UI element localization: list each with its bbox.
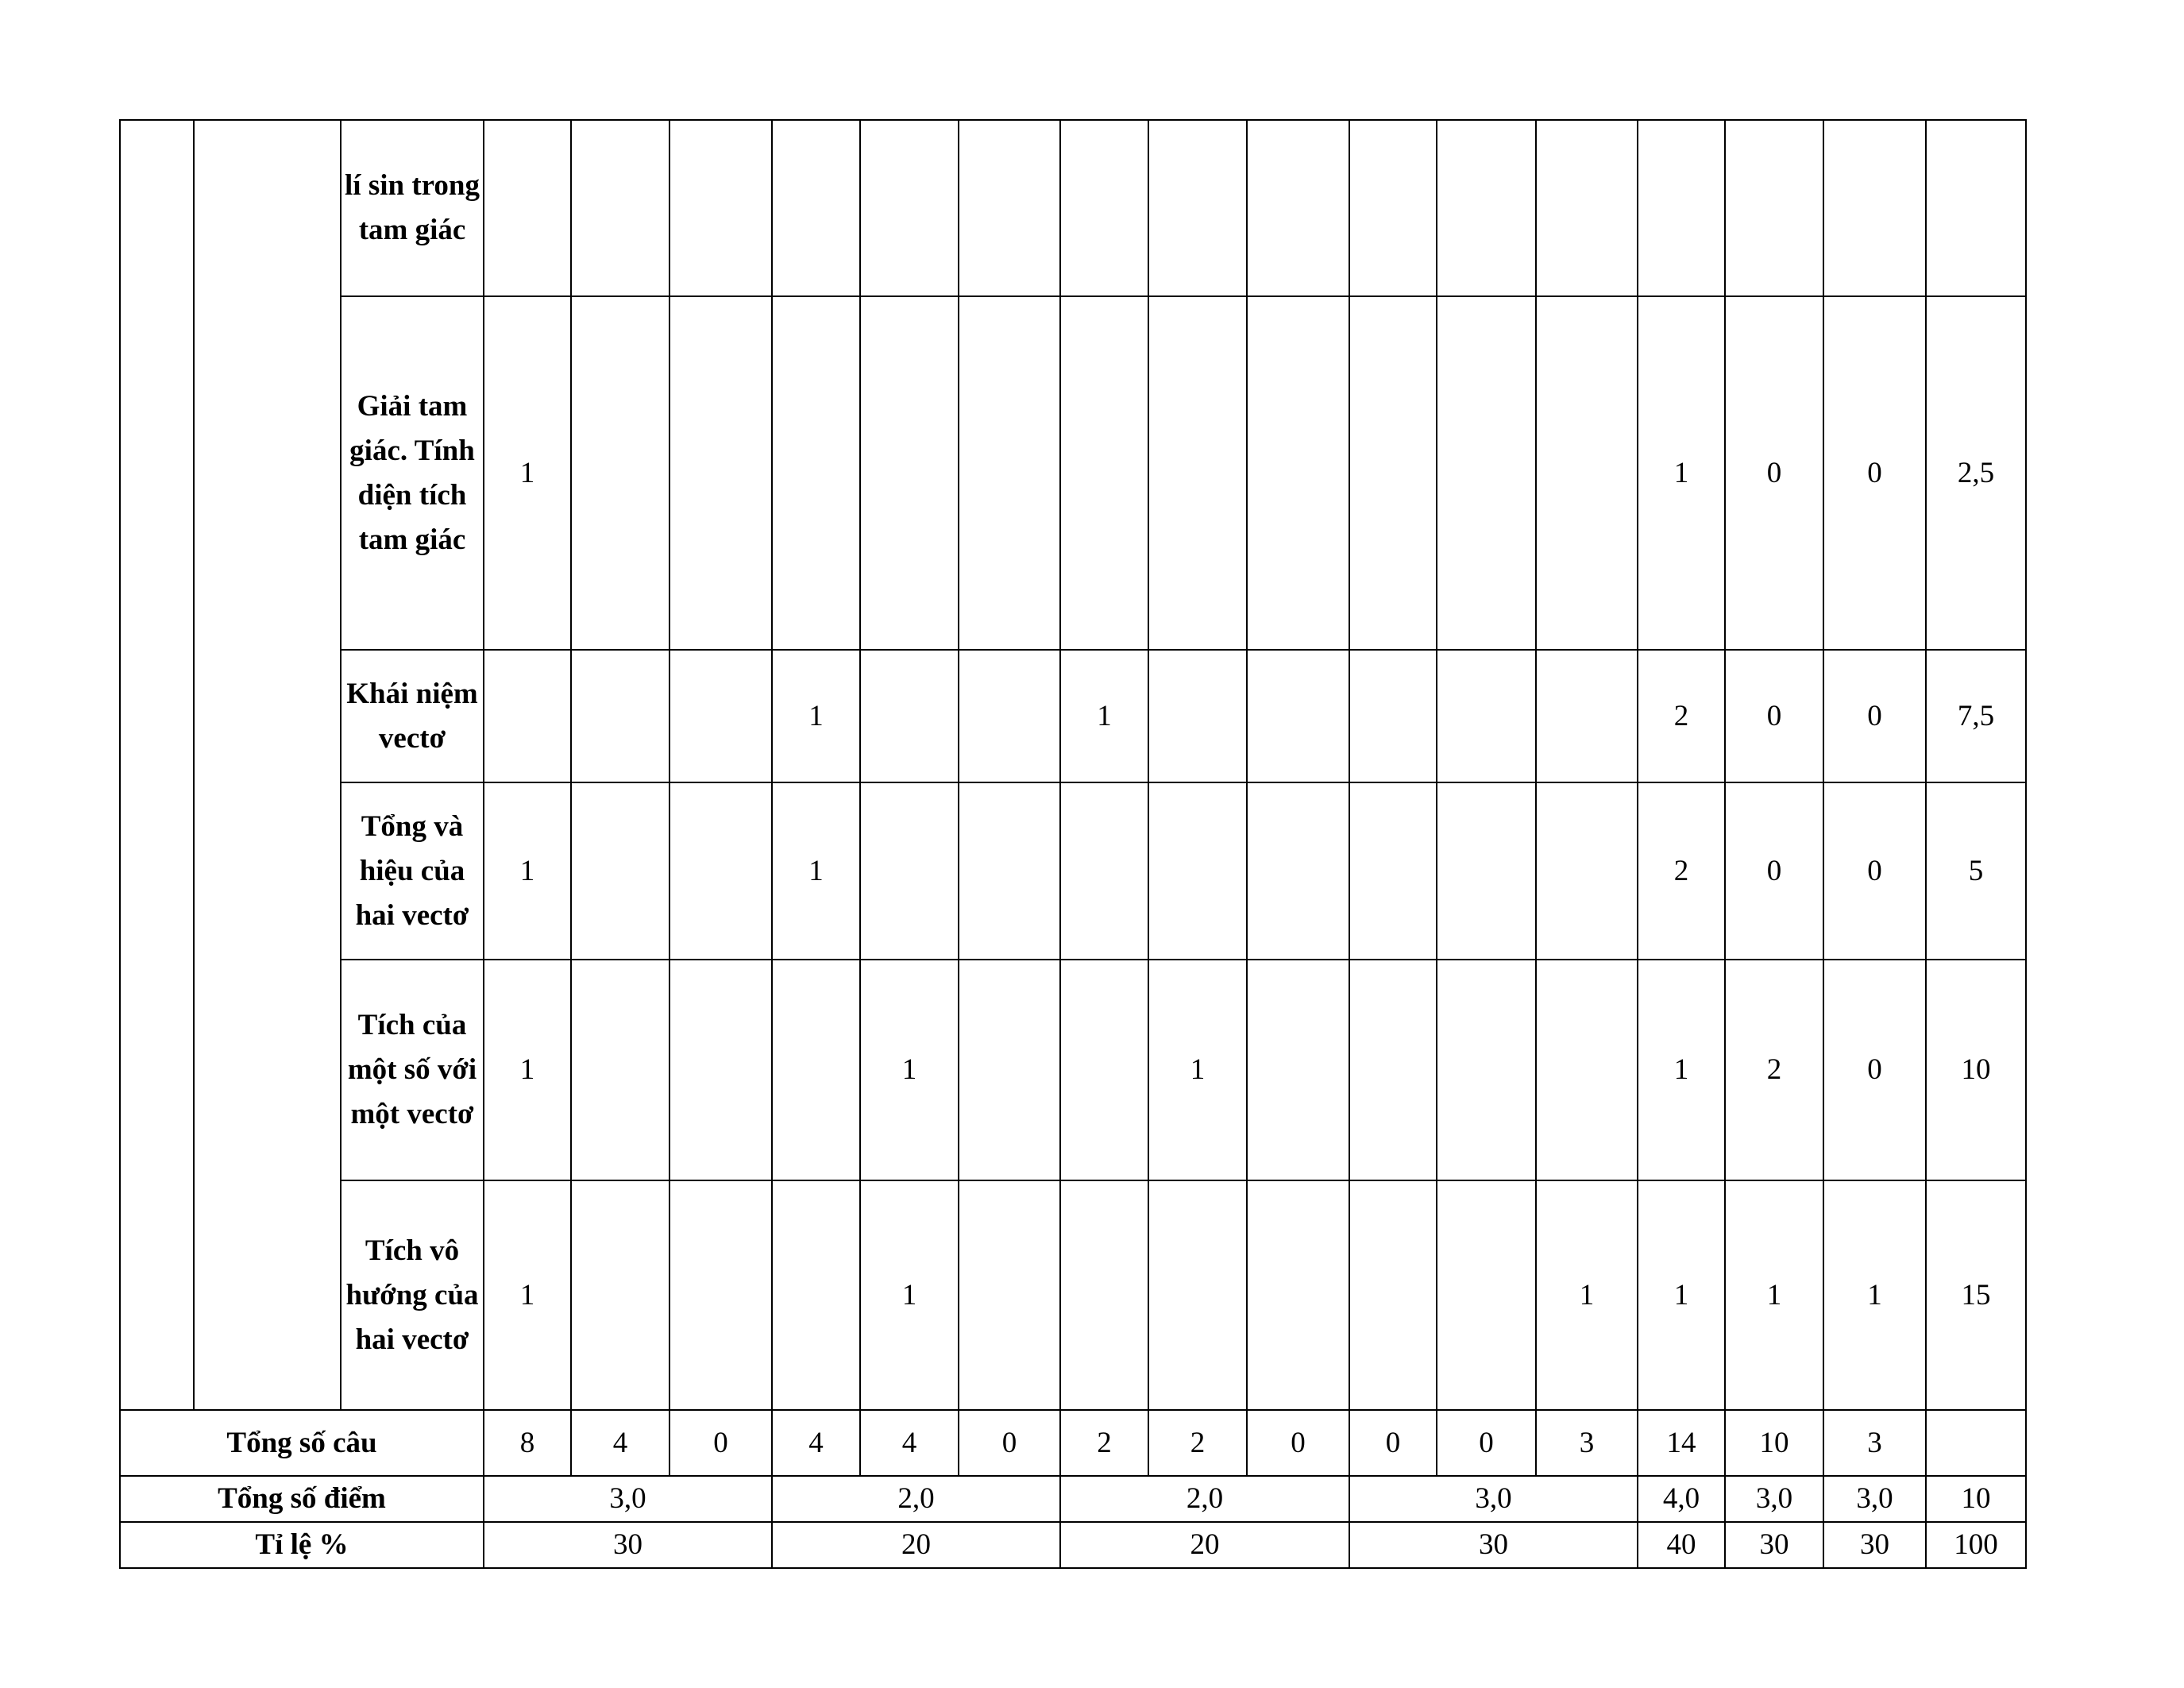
percent-cell	[1926, 1410, 2026, 1476]
percent-cell: 10	[1926, 960, 2026, 1180]
count-cell	[860, 296, 959, 650]
count-cell: 1	[772, 650, 860, 782]
topic-row	[120, 650, 2026, 782]
topic-row	[120, 120, 2026, 296]
count-cell	[571, 960, 669, 1180]
count-cell: 3	[1823, 1410, 1926, 1476]
count-cell	[1148, 650, 1247, 782]
count-cell: 1	[772, 782, 860, 960]
percent-cell: 2,5	[1926, 296, 2026, 650]
count-cell	[669, 1180, 772, 1410]
percent-cell	[1926, 120, 2026, 296]
count-cell	[860, 120, 959, 296]
count-cell	[959, 1180, 1060, 1410]
count-cell	[1247, 782, 1349, 960]
count-cell: 2	[1148, 1410, 1247, 1476]
count-cell	[1148, 782, 1247, 960]
count-cell: 2	[1638, 782, 1725, 960]
count-cell	[484, 650, 571, 782]
count-cell	[1349, 1180, 1437, 1410]
count-cell: 0	[1247, 1410, 1349, 1476]
level-total-cell: 30	[1349, 1522, 1638, 1568]
count-cell: 2	[1725, 960, 1823, 1180]
count-cell	[1148, 296, 1247, 650]
level-total-cell: 2,0	[1060, 1476, 1349, 1522]
count-cell	[571, 120, 669, 296]
count-cell	[484, 120, 571, 296]
count-cell: 1	[860, 1180, 959, 1410]
count-cell	[669, 782, 772, 960]
count-cell	[1247, 960, 1349, 1180]
count-cell: 30	[1725, 1522, 1823, 1568]
count-cell	[772, 120, 860, 296]
count-cell: 4,0	[1638, 1476, 1725, 1522]
count-cell: 2	[1638, 650, 1725, 782]
count-cell	[860, 650, 959, 782]
chapter-number-cell	[120, 120, 194, 1410]
count-cell	[571, 782, 669, 960]
percent-cell: 5	[1926, 782, 2026, 960]
total-points-row	[120, 1476, 2026, 1522]
count-cell: 3	[1536, 1410, 1638, 1476]
count-cell: 1	[1060, 650, 1148, 782]
total-questions-label: Tổng số câu	[120, 1410, 484, 1476]
count-cell: 0	[1725, 782, 1823, 960]
count-cell: 0	[1725, 296, 1823, 650]
count-cell	[1247, 296, 1349, 650]
count-cell: 0	[1823, 296, 1926, 650]
topic-label: Tổng và hiệu của hai vectơ	[341, 782, 484, 960]
count-cell: 0	[1823, 960, 1926, 1180]
count-cell	[571, 1180, 669, 1410]
count-cell	[1349, 650, 1437, 782]
percent-cell: 15	[1926, 1180, 2026, 1410]
count-cell	[1349, 960, 1437, 1180]
count-cell: 1	[484, 1180, 571, 1410]
count-cell: 1	[860, 960, 959, 1180]
count-cell: 1	[484, 782, 571, 960]
level-total-cell: 20	[1060, 1522, 1349, 1568]
count-cell	[959, 120, 1060, 296]
count-cell	[669, 296, 772, 650]
count-cell: 1	[1536, 1180, 1638, 1410]
level-total-cell: 3,0	[484, 1476, 772, 1522]
percent-cell: 7,5	[1926, 650, 2026, 782]
count-cell	[1536, 960, 1638, 1180]
count-cell	[1823, 120, 1926, 296]
topic-label: lí sin trong tam giác	[341, 120, 484, 296]
count-cell	[1349, 296, 1437, 650]
count-cell: 1	[484, 296, 571, 650]
count-cell	[571, 650, 669, 782]
level-total-cell: 20	[772, 1522, 1060, 1568]
count-cell	[571, 296, 669, 650]
count-cell: 1	[1148, 960, 1247, 1180]
count-cell	[1247, 1180, 1349, 1410]
count-cell	[1060, 296, 1148, 650]
count-cell	[1437, 960, 1536, 1180]
count-cell	[1437, 296, 1536, 650]
count-cell: 0	[669, 1410, 772, 1476]
count-cell	[1060, 782, 1148, 960]
topic-row	[120, 782, 2026, 960]
count-cell: 0	[1823, 650, 1926, 782]
count-cell	[1536, 782, 1638, 960]
count-cell	[669, 960, 772, 1180]
count-cell	[1060, 1180, 1148, 1410]
count-cell	[1725, 120, 1823, 296]
total-points-label: Tổng số điểm	[120, 1476, 484, 1522]
count-cell: 30	[1823, 1522, 1926, 1568]
percent-label: Tỉ lệ %	[120, 1522, 484, 1568]
count-cell	[1349, 120, 1437, 296]
total-questions-row	[120, 1410, 2026, 1476]
count-cell	[772, 1180, 860, 1410]
count-cell: 2	[1060, 1410, 1148, 1476]
count-cell	[772, 960, 860, 1180]
count-cell: 0	[959, 1410, 1060, 1476]
count-cell: 14	[1638, 1410, 1725, 1476]
count-cell	[1536, 120, 1638, 296]
count-cell	[1536, 296, 1638, 650]
count-cell	[1536, 650, 1638, 782]
count-cell: 10	[1725, 1410, 1823, 1476]
count-cell	[959, 650, 1060, 782]
count-cell: 1	[1638, 296, 1725, 650]
count-cell	[1437, 1180, 1536, 1410]
percent-cell: 10	[1926, 1476, 2026, 1522]
count-cell	[959, 296, 1060, 650]
percent-row	[120, 1522, 2026, 1568]
count-cell: 1	[1823, 1180, 1926, 1410]
count-cell	[1638, 120, 1725, 296]
count-cell: 1	[1638, 960, 1725, 1180]
count-cell	[669, 120, 772, 296]
count-cell	[1247, 650, 1349, 782]
topic-row	[120, 296, 2026, 650]
percent-cell: 100	[1926, 1522, 2026, 1568]
level-total-cell: 30	[484, 1522, 772, 1568]
count-cell	[959, 782, 1060, 960]
count-cell	[1247, 120, 1349, 296]
count-cell: 0	[1725, 650, 1823, 782]
count-cell	[1060, 120, 1148, 296]
count-cell	[1148, 120, 1247, 296]
chapter-name-cell	[194, 120, 341, 1410]
level-total-cell: 2,0	[772, 1476, 1060, 1522]
count-cell: 40	[1638, 1522, 1725, 1568]
count-cell	[860, 782, 959, 960]
level-total-cell: 3,0	[1349, 1476, 1638, 1522]
count-cell: 1	[1638, 1180, 1725, 1410]
count-cell	[1349, 782, 1437, 960]
count-cell: 0	[1349, 1410, 1437, 1476]
topic-label: Khái niệm vectơ	[341, 650, 484, 782]
count-cell	[772, 296, 860, 650]
topic-label: Tích của một số với một vectơ	[341, 960, 484, 1180]
count-cell: 1	[484, 960, 571, 1180]
count-cell: 4	[571, 1410, 669, 1476]
count-cell	[1437, 782, 1536, 960]
count-cell	[1437, 120, 1536, 296]
topic-label: Tích vô hướng của hai vectơ	[341, 1180, 484, 1410]
count-cell	[1060, 960, 1148, 1180]
count-cell	[669, 650, 772, 782]
count-cell: 8	[484, 1410, 571, 1476]
count-cell: 4	[860, 1410, 959, 1476]
count-cell: 3,0	[1725, 1476, 1823, 1522]
count-cell	[1148, 1180, 1247, 1410]
count-cell	[1437, 650, 1536, 782]
count-cell: 4	[772, 1410, 860, 1476]
count-cell: 0	[1823, 782, 1926, 960]
topic-label: Giải tam giác. Tính diện tích tam giác	[341, 296, 484, 650]
count-cell: 0	[1437, 1410, 1536, 1476]
assessment-matrix-table	[119, 119, 2027, 1569]
count-cell: 3,0	[1823, 1476, 1926, 1522]
topic-row	[120, 1180, 2026, 1410]
count-cell	[959, 960, 1060, 1180]
topic-row	[120, 960, 2026, 1180]
count-cell: 1	[1725, 1180, 1823, 1410]
